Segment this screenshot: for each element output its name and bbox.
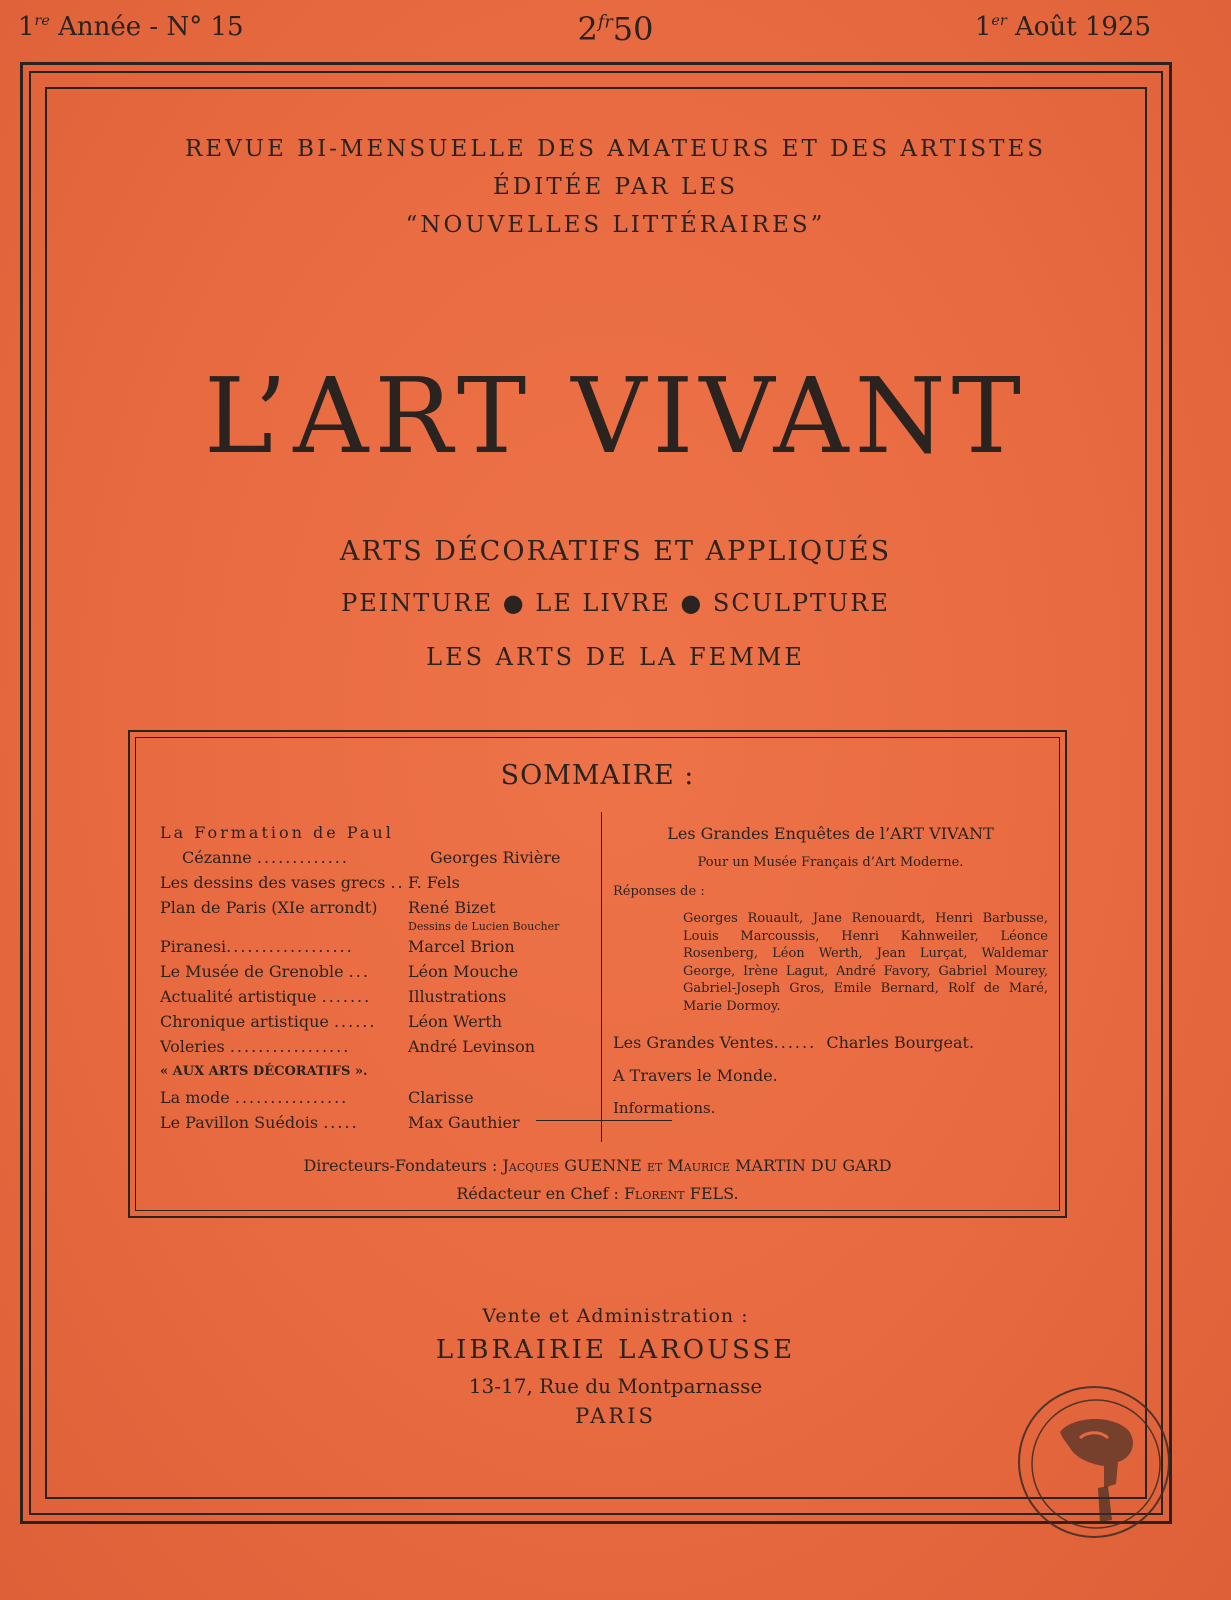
price: $2^{fr}50$: [577, 10, 654, 48]
toc-row: Cézanne ............. Georges Rivière: [182, 848, 561, 867]
toc-row: Voleries ................. André Levinson: [160, 1037, 536, 1056]
toc-row: Plan de Paris (XIe arrondt) René Bizet: [160, 898, 496, 917]
footer-publisher: LIBRAIRIE LAROUSSE: [435, 1335, 796, 1365]
issue-date: 1er Août 1925: [974, 12, 1151, 42]
toc-section-heading: « AUX ARTS DÉCORATIFS ».: [160, 1064, 368, 1079]
monde-line: A Travers le Monde.: [613, 1066, 778, 1085]
tagline-line-2: ÉDITÉE PAR LES: [493, 174, 738, 200]
toc-row: Piranesi.................. Marcel Brion: [160, 937, 515, 956]
stamp-drawing: [1020, 1388, 1172, 1540]
toc-row: La Formation de Paul: [160, 823, 394, 842]
sommaire-box: [128, 730, 1067, 1218]
tagline-line-1: REVUE BI-MENSUELLE DES AMATEURS ET DES ARTISTES: [184, 136, 1047, 162]
informations-line: Informations.: [613, 1099, 716, 1117]
responses-names: Georges Rouault, Jane Renouardt, Henri Barbusse, Louis Marcoussis, Henri Kahnweiler, Léonce Rosenberg, Léon Werth, Jean Lurçat, Waldemar George, Irène Lagut, André Favory, Gabriel Mourey, Gabriel-Joseph Gros, Emile Bernard, Rolf de Maré, Marie Dormoy.: [683, 911, 1048, 1014]
toc-left-column: [160, 820, 590, 1135]
footer-city: PARIS: [575, 1404, 656, 1428]
subtitle-peinture: PEINTURE ● LE LIVRE ● SCULPTURE: [341, 589, 890, 617]
toc-row: Les dessins des vases grecs .. F. Fels: [160, 873, 460, 892]
toc-row: Le Musée de Grenoble ... Léon Mouche: [160, 962, 519, 981]
sommaire-title: SOMMAIRE :: [500, 760, 695, 791]
ventes-line: Les Grandes Ventes...... Charles Bourgeat.: [613, 1033, 975, 1052]
credits-divider: [536, 1120, 672, 1121]
directeurs-line: Directeurs-Fondateurs : Jacques GUENNE et Maurice MARTIN DU GARD: [303, 1156, 892, 1175]
toc-right-column: [613, 820, 1048, 1125]
redacteur-line: Rédacteur en Chef : Florent FELS.: [456, 1184, 739, 1203]
issue-number: 1re Année - N° 15: [18, 12, 244, 42]
responses-label: Réponses de :: [613, 884, 705, 899]
footer-address: 13-17, Rue du Montparnasse: [468, 1374, 763, 1398]
toc-row: Chronique artistique ...... Léon Werth: [160, 1012, 503, 1031]
tagline-line-3: “NOUVELLES LITTÉRAIRES”: [405, 212, 826, 238]
library-stamp-icon: [1018, 1386, 1170, 1538]
masthead-title: L’ART VIVANT: [204, 355, 1027, 477]
toc-row: Actualité artistique ....... Illustrations: [160, 987, 507, 1006]
column-divider: [601, 812, 602, 1142]
subtitle-decoratifs: ARTS DÉCORATIFS ET APPLIQUÉS: [339, 536, 892, 567]
toc-note: Dessins de Lucien Boucher: [408, 920, 560, 933]
enquete-heading: Les Grandes Enquêtes de l’ART VIVANT: [667, 824, 994, 843]
tagline: [0, 130, 1231, 244]
toc-row: Le Pavillon Suédois ..... Max Gauthier: [160, 1113, 520, 1132]
footer-vente: Vente et Administration :: [482, 1305, 749, 1327]
toc-row: La mode ................ Clarisse: [160, 1088, 474, 1107]
subtitle-femme: LES ARTS DE LA FEMME: [426, 643, 805, 671]
enquete-subheading: Pour un Musée Français d’Art Moderne.: [697, 855, 964, 870]
